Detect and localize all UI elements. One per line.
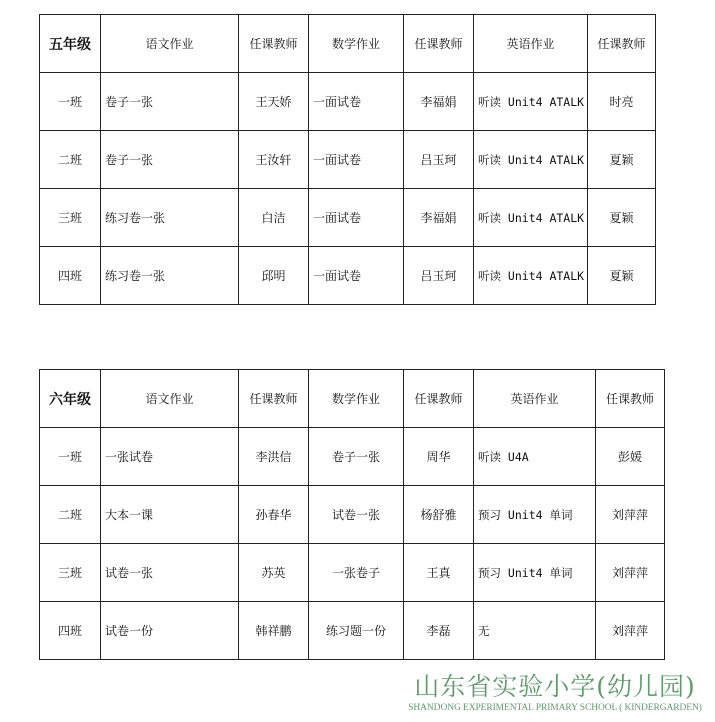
chinese-teacher-cell: 孙春华 (239, 486, 309, 544)
math-hw-cell: 一面试卷 (309, 247, 404, 305)
class-cell: 一班 (40, 428, 101, 486)
english-teacher-cell: 刘萍萍 (596, 544, 665, 602)
english-hw-cell: 听读 Unit4 ATALK (474, 189, 588, 247)
math-teacher-cell: 李磊 (404, 602, 474, 660)
english-teacher-cell: 夏颖 (588, 131, 656, 189)
math-hw-cell: 一面试卷 (309, 73, 404, 131)
english-hw-cell: 听读 Unit4 ATALK (474, 247, 588, 305)
grade6-homework-table (39, 369, 665, 660)
class-cell: 二班 (40, 486, 101, 544)
grade-label: 六年级 (40, 370, 101, 428)
math-hw-cell: 一张卷子 (309, 544, 404, 602)
english-teacher-cell: 彭媛 (596, 428, 665, 486)
chinese-hw-cell: 练习卷一张 (101, 189, 239, 247)
header-chinese-hw: 语文作业 (101, 370, 239, 428)
english-teacher-cell: 刘萍萍 (596, 486, 665, 544)
math-hw-cell: 卷子一张 (309, 428, 404, 486)
chinese-teacher-cell: 王天娇 (239, 73, 309, 131)
header-chinese-hw: 语文作业 (101, 15, 239, 73)
class-cell: 三班 (40, 544, 101, 602)
math-teacher-cell: 王真 (404, 544, 474, 602)
table-row (40, 428, 665, 486)
school-watermark (405, 672, 705, 714)
math-teacher-cell: 吕玉珂 (404, 247, 474, 305)
english-teacher-cell: 时亮 (588, 73, 656, 131)
table-row (40, 131, 656, 189)
watermark-chinese-name: 山东省实验小学(幼儿园) (414, 672, 696, 701)
header-english-hw: 英语作业 (474, 15, 588, 73)
math-teacher-cell: 吕玉珂 (404, 131, 474, 189)
chinese-teacher-cell: 王汝轩 (239, 131, 309, 189)
table-row (40, 486, 665, 544)
english-hw-cell: 听读 U4A (474, 428, 596, 486)
class-cell: 一班 (40, 73, 101, 131)
table-row (40, 247, 656, 305)
chinese-hw-cell: 卷子一张 (101, 131, 239, 189)
math-hw-cell: 试卷一张 (309, 486, 404, 544)
chinese-hw-cell: 试卷一张 (101, 544, 239, 602)
english-teacher-cell: 刘萍萍 (596, 602, 665, 660)
english-hw-cell: 预习 Unit4 单词 (474, 544, 596, 602)
chinese-hw-cell: 卷子一张 (101, 73, 239, 131)
chinese-teacher-cell: 白洁 (239, 189, 309, 247)
class-cell: 三班 (40, 189, 101, 247)
header-math-teacher: 任课教师 (404, 370, 474, 428)
header-chinese-teacher: 任课教师 (239, 15, 309, 73)
chinese-hw-cell: 一张试卷 (101, 428, 239, 486)
chinese-hw-cell: 大本一课 (101, 486, 239, 544)
class-cell: 二班 (40, 131, 101, 189)
table-row (40, 73, 656, 131)
chinese-hw-cell: 练习卷一张 (101, 247, 239, 305)
english-teacher-cell: 夏颖 (588, 247, 656, 305)
table-row (40, 189, 656, 247)
math-teacher-cell: 杨舒雅 (404, 486, 474, 544)
chinese-teacher-cell: 李洪信 (239, 428, 309, 486)
header-chinese-teacher: 任课教师 (239, 370, 309, 428)
table-row (40, 544, 665, 602)
table-row (40, 602, 665, 660)
header-math-hw: 数学作业 (309, 370, 404, 428)
math-teacher-cell: 周华 (404, 428, 474, 486)
english-hw-cell: 听读 Unit4 ATALK (474, 131, 588, 189)
chinese-teacher-cell: 邱明 (239, 247, 309, 305)
math-teacher-cell: 李福娟 (404, 73, 474, 131)
math-hw-cell: 练习题一份 (309, 602, 404, 660)
table-header-row (40, 370, 665, 428)
header-math-hw: 数学作业 (309, 15, 404, 73)
chinese-teacher-cell: 苏英 (239, 544, 309, 602)
header-english-teacher: 任课教师 (588, 15, 656, 73)
math-hw-cell: 一面试卷 (309, 131, 404, 189)
class-cell: 四班 (40, 247, 101, 305)
header-english-hw: 英语作业 (474, 370, 596, 428)
header-english-teacher: 任课教师 (596, 370, 665, 428)
header-math-teacher: 任课教师 (404, 15, 474, 73)
english-teacher-cell: 夏颖 (588, 189, 656, 247)
class-cell: 四班 (40, 602, 101, 660)
english-hw-cell: 听读 Unit4 ATALK (474, 73, 588, 131)
chinese-hw-cell: 试卷一份 (101, 602, 239, 660)
math-teacher-cell: 李福娟 (404, 189, 474, 247)
grade5-homework-table (39, 14, 656, 305)
grade-label: 五年级 (40, 15, 101, 73)
watermark-english-name: SHANDONG EXPERIMENTAL PRIMARY SCHOOL ( KINDERGARDEN) (408, 703, 702, 713)
table-header-row (40, 15, 656, 73)
english-hw-cell: 预习 Unit4 单词 (474, 486, 596, 544)
math-hw-cell: 一面试卷 (309, 189, 404, 247)
chinese-teacher-cell: 韩祥鹏 (239, 602, 309, 660)
english-hw-cell: 无 (474, 602, 596, 660)
